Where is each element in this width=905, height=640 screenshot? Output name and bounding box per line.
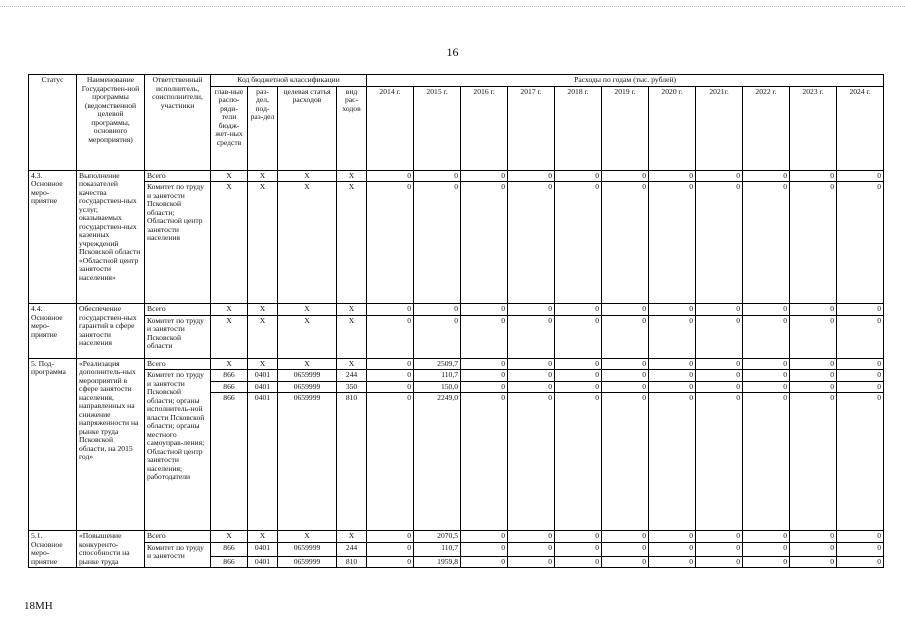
rzpr-cell: X xyxy=(248,304,278,316)
program-name-cell: «Реализация дополнитель-ных мероприятий в сфере занятости населения, направленных на снижение напряженности на рынке труда Псковской области, на 2015 год» xyxy=(77,358,145,531)
header-year: 2024 г. xyxy=(837,86,884,170)
expense-value-cell: 0 xyxy=(461,381,508,393)
expense-value-cell: 0 xyxy=(743,315,790,358)
expense-value-cell: 0 xyxy=(649,170,696,182)
expense-value-cell: 0 xyxy=(555,370,602,382)
expense-value-cell: 0 xyxy=(743,358,790,370)
expense-value-cell: 0 xyxy=(649,556,696,568)
expense-value-cell: 0 xyxy=(602,304,649,316)
expense-value-cell: 0 xyxy=(649,531,696,543)
csr-cell: 0659999 xyxy=(278,542,337,556)
expense-value-cell: 0 xyxy=(790,182,837,304)
table-row xyxy=(29,182,884,304)
executor-cell: Комитет по труду и занятости xyxy=(145,542,211,568)
expense-value-cell: 0 xyxy=(461,170,508,182)
grbs-cell: X xyxy=(211,304,248,316)
expense-value-cell: 0 xyxy=(696,358,743,370)
rzpr-cell: X xyxy=(248,182,278,304)
header-year: 2017 г. xyxy=(508,86,555,170)
expense-value-cell: 0 xyxy=(555,393,602,531)
expense-value-cell: 0 xyxy=(602,315,649,358)
status-cell: 4.3. Основное меро-приятие xyxy=(29,170,77,304)
expense-value-cell: 0 xyxy=(367,556,414,568)
expense-value-cell: 0 xyxy=(555,170,602,182)
expense-value-cell: 0 xyxy=(367,315,414,358)
expense-value-cell: 0 xyxy=(743,556,790,568)
status-cell: 5. Под-программа xyxy=(29,358,77,531)
expense-value-cell: 0 xyxy=(696,304,743,316)
status-cell: 4.4. Основное меро-приятие xyxy=(29,304,77,359)
budget-table xyxy=(28,74,884,568)
expense-value-cell: 150,0 xyxy=(414,381,461,393)
expense-value-cell: 0 xyxy=(602,358,649,370)
expense-value-cell: 0 xyxy=(508,304,555,316)
header-year: 2016 г. xyxy=(461,86,508,170)
scan-edge-line xyxy=(0,6,905,7)
executor-cell: Комитет по труду и занятости Псковской области xyxy=(145,315,211,358)
executor-cell: Всего xyxy=(145,358,211,370)
expense-value-cell: 0 xyxy=(790,370,837,382)
program-name-cell: Обеспечение государствен-ных гарантий в сфере занятости населения xyxy=(77,304,145,359)
vr-cell: 350 xyxy=(337,381,367,393)
expense-value-cell: 0 xyxy=(649,393,696,531)
header-csr: целевая статья расходов xyxy=(278,86,337,170)
grbs-cell: 866 xyxy=(211,381,248,393)
expense-value-cell: 0 xyxy=(602,542,649,556)
expense-value-cell: 0 xyxy=(837,381,884,393)
expense-value-cell: 0 xyxy=(367,304,414,316)
program-name-cell: «Повышение конкуренто-способности на рынке труда xyxy=(77,531,145,568)
expense-value-cell: 0 xyxy=(649,370,696,382)
table-row xyxy=(29,542,884,556)
table-row xyxy=(29,358,884,370)
expense-value-cell: 0 xyxy=(414,304,461,316)
expense-value-cell: 2509,7 xyxy=(414,358,461,370)
vr-cell: X xyxy=(337,170,367,182)
vr-cell: 244 xyxy=(337,542,367,556)
expense-value-cell: 0 xyxy=(743,542,790,556)
expense-value-cell: 0 xyxy=(790,170,837,182)
expense-value-cell: 0 xyxy=(649,304,696,316)
expense-value-cell: 0 xyxy=(555,358,602,370)
expense-value-cell: 0 xyxy=(555,381,602,393)
vr-cell: X xyxy=(337,182,367,304)
expense-value-cell: 0 xyxy=(508,393,555,531)
vr-cell: 810 xyxy=(337,556,367,568)
expense-value-cell: 0 xyxy=(790,381,837,393)
header-executor: Ответственный исполнитель, соисполнители, участники xyxy=(145,75,211,171)
grbs-cell: X xyxy=(211,531,248,543)
vr-cell: 810 xyxy=(337,393,367,531)
expense-value-cell: 0 xyxy=(508,531,555,543)
expense-value-cell: 0 xyxy=(367,393,414,531)
expense-value-cell: 0 xyxy=(555,556,602,568)
expense-value-cell: 0 xyxy=(790,358,837,370)
csr-cell: X xyxy=(278,358,337,370)
expense-value-cell: 0 xyxy=(790,542,837,556)
grbs-cell: 866 xyxy=(211,393,248,531)
rzpr-cell: 0401 xyxy=(248,542,278,556)
rzpr-cell: 0401 xyxy=(248,556,278,568)
expense-value-cell: 0 xyxy=(837,393,884,531)
vr-cell: 244 xyxy=(337,370,367,382)
header-year: 2019 г. xyxy=(602,86,649,170)
status-cell: 5.1. Основное меро-приятие xyxy=(29,531,77,568)
expense-value-cell: 0 xyxy=(696,381,743,393)
expense-value-cell: 0 xyxy=(461,182,508,304)
expense-value-cell: 0 xyxy=(696,170,743,182)
expense-value-cell: 0 xyxy=(508,170,555,182)
expense-value-cell: 0 xyxy=(461,556,508,568)
csr-cell: 0659999 xyxy=(278,370,337,382)
csr-cell: 0659999 xyxy=(278,556,337,568)
expense-value-cell: 0 xyxy=(461,304,508,316)
expense-value-cell: 0 xyxy=(790,315,837,358)
expense-value-cell: 0 xyxy=(461,358,508,370)
expense-value-cell: 0 xyxy=(649,182,696,304)
expense-value-cell: 0 xyxy=(743,370,790,382)
table-row xyxy=(29,304,884,316)
expense-value-cell: 0 xyxy=(461,315,508,358)
expense-value-cell: 0 xyxy=(508,556,555,568)
expense-value-cell: 0 xyxy=(837,304,884,316)
table-row xyxy=(29,170,884,182)
expense-value-cell: 0 xyxy=(508,381,555,393)
expense-value-cell: 0 xyxy=(696,182,743,304)
expense-value-cell: 0 xyxy=(508,358,555,370)
rzpr-cell: X xyxy=(248,315,278,358)
expense-value-cell: 110,7 xyxy=(414,542,461,556)
executor-cell: Всего xyxy=(145,304,211,316)
expense-value-cell: 0 xyxy=(367,370,414,382)
header-year: 2022 г. xyxy=(743,86,790,170)
grbs-cell: X xyxy=(211,358,248,370)
expense-value-cell: 0 xyxy=(508,182,555,304)
program-name-cell: Выполнение показателей качества государствен-ных услуг, оказываемых государствен-ных казенных учреждений Псковской области «Областной центр занятости населения» xyxy=(77,170,145,304)
vr-cell: X xyxy=(337,304,367,316)
expense-value-cell: 0 xyxy=(461,370,508,382)
header-year: 2018 г. xyxy=(555,86,602,170)
expense-value-cell: 1959,8 xyxy=(414,556,461,568)
csr-cell: X xyxy=(278,531,337,543)
vr-cell: X xyxy=(337,315,367,358)
expense-value-cell: 0 xyxy=(602,370,649,382)
expense-value-cell: 0 xyxy=(367,358,414,370)
header-rzpr: раз-дел, под-раз-дел xyxy=(248,86,278,170)
expense-value-cell: 0 xyxy=(837,542,884,556)
executor-cell: Всего xyxy=(145,170,211,182)
expense-value-cell: 0 xyxy=(837,358,884,370)
expense-value-cell: 0 xyxy=(367,170,414,182)
executor-cell: Комитет по труду и занятости Псковской области; Областной центр занятости населения xyxy=(145,182,211,304)
csr-cell: 0659999 xyxy=(278,381,337,393)
expense-value-cell: 0 xyxy=(414,315,461,358)
header-year: 2020 г. xyxy=(649,86,696,170)
table-row xyxy=(29,315,884,358)
grbs-cell: X xyxy=(211,182,248,304)
expense-value-cell: 0 xyxy=(508,315,555,358)
header-vr: вид рас-ходов xyxy=(337,86,367,170)
expense-value-cell: 0 xyxy=(461,393,508,531)
csr-cell: X xyxy=(278,304,337,316)
expense-value-cell: 0 xyxy=(367,381,414,393)
expense-value-cell: 0 xyxy=(696,370,743,382)
executor-cell: Всего xyxy=(145,531,211,543)
expense-value-cell: 0 xyxy=(649,542,696,556)
expense-value-cell: 0 xyxy=(555,542,602,556)
expense-value-cell: 0 xyxy=(743,170,790,182)
rzpr-cell: X xyxy=(248,170,278,182)
expense-value-cell: 0 xyxy=(743,393,790,531)
vr-cell: X xyxy=(337,358,367,370)
grbs-cell: 866 xyxy=(211,542,248,556)
rzpr-cell: X xyxy=(248,531,278,543)
expense-value-cell: 0 xyxy=(696,542,743,556)
csr-cell: X xyxy=(278,182,337,304)
expense-value-cell: 0 xyxy=(367,542,414,556)
executor-cell: Комитет по труду и занятости Псковской области; органы исполнитель-ной власти Псковской области; органы местного самоуправ-ления; Областной центр занятости населения; работодатели xyxy=(145,370,211,531)
expense-value-cell: 0 xyxy=(367,182,414,304)
expense-value-cell: 0 xyxy=(649,358,696,370)
csr-cell: X xyxy=(278,315,337,358)
page-number: 16 xyxy=(446,45,459,59)
expense-value-cell: 0 xyxy=(555,182,602,304)
expense-value-cell: 0 xyxy=(743,381,790,393)
expense-value-cell: 0 xyxy=(649,381,696,393)
expense-value-cell: 0 xyxy=(555,304,602,316)
expense-value-cell: 0 xyxy=(602,531,649,543)
expense-value-cell: 0 xyxy=(602,182,649,304)
expense-value-cell: 0 xyxy=(555,315,602,358)
expense-value-cell: 0 xyxy=(837,170,884,182)
header-expenses: Расходы по годам (тыс. рублей) xyxy=(367,75,884,87)
rzpr-cell: 0401 xyxy=(248,393,278,531)
grbs-cell: X xyxy=(211,315,248,358)
expense-value-cell: 0 xyxy=(790,304,837,316)
expense-value-cell: 0 xyxy=(696,556,743,568)
expense-value-cell: 110,7 xyxy=(414,370,461,382)
rzpr-cell: 0401 xyxy=(248,370,278,382)
grbs-cell: X xyxy=(211,170,248,182)
footer-code: 18МН xyxy=(24,600,53,612)
expense-value-cell: 0 xyxy=(461,531,508,543)
expense-value-cell: 2070,5 xyxy=(414,531,461,543)
header-year: 2015 г. xyxy=(414,86,461,170)
expense-value-cell: 0 xyxy=(414,182,461,304)
expense-value-cell: 0 xyxy=(555,531,602,543)
expense-value-cell: 0 xyxy=(696,393,743,531)
csr-cell: X xyxy=(278,170,337,182)
header-year: 2021г. xyxy=(696,86,743,170)
expense-value-cell: 0 xyxy=(602,170,649,182)
expense-value-cell: 0 xyxy=(837,531,884,543)
expense-value-cell: 0 xyxy=(508,370,555,382)
header-budget-code: Код бюджетной классификации xyxy=(211,75,367,87)
expense-value-cell: 0 xyxy=(414,170,461,182)
vr-cell: X xyxy=(337,531,367,543)
header-grbs: глав-ные распо-ряди-тели бюдж-жет-ных средств xyxy=(211,86,248,170)
expense-value-cell: 0 xyxy=(837,315,884,358)
expense-value-cell: 0 xyxy=(743,304,790,316)
table-row xyxy=(29,370,884,382)
expense-value-cell: 0 xyxy=(602,556,649,568)
expense-value-cell: 0 xyxy=(837,556,884,568)
rzpr-cell: X xyxy=(248,358,278,370)
expense-value-cell: 0 xyxy=(461,542,508,556)
expense-value-cell: 0 xyxy=(743,531,790,543)
expense-value-cell: 0 xyxy=(508,542,555,556)
expense-value-cell: 0 xyxy=(837,370,884,382)
expense-value-cell: 0 xyxy=(602,381,649,393)
header-name: Наименование Государствен-ной программы (ведомственной целевой программы, основного мероприятия) xyxy=(77,75,145,171)
rzpr-cell: 0401 xyxy=(248,381,278,393)
header-year: 2014 г. xyxy=(367,86,414,170)
expense-value-cell: 0 xyxy=(837,182,884,304)
header-year: 2023 г. xyxy=(790,86,837,170)
csr-cell: 0659999 xyxy=(278,393,337,531)
expense-value-cell: 0 xyxy=(743,182,790,304)
expense-value-cell: 0 xyxy=(790,393,837,531)
expense-value-cell: 0 xyxy=(696,315,743,358)
header-status: Статус xyxy=(29,75,77,171)
expense-value-cell: 0 xyxy=(367,531,414,543)
table-row xyxy=(29,531,884,543)
expense-value-cell: 0 xyxy=(790,556,837,568)
expense-value-cell: 0 xyxy=(696,531,743,543)
grbs-cell: 866 xyxy=(211,370,248,382)
grbs-cell: 866 xyxy=(211,556,248,568)
expense-value-cell: 0 xyxy=(790,531,837,543)
expense-value-cell: 0 xyxy=(649,315,696,358)
expense-value-cell: 2249,0 xyxy=(414,393,461,531)
expense-value-cell: 0 xyxy=(602,393,649,531)
